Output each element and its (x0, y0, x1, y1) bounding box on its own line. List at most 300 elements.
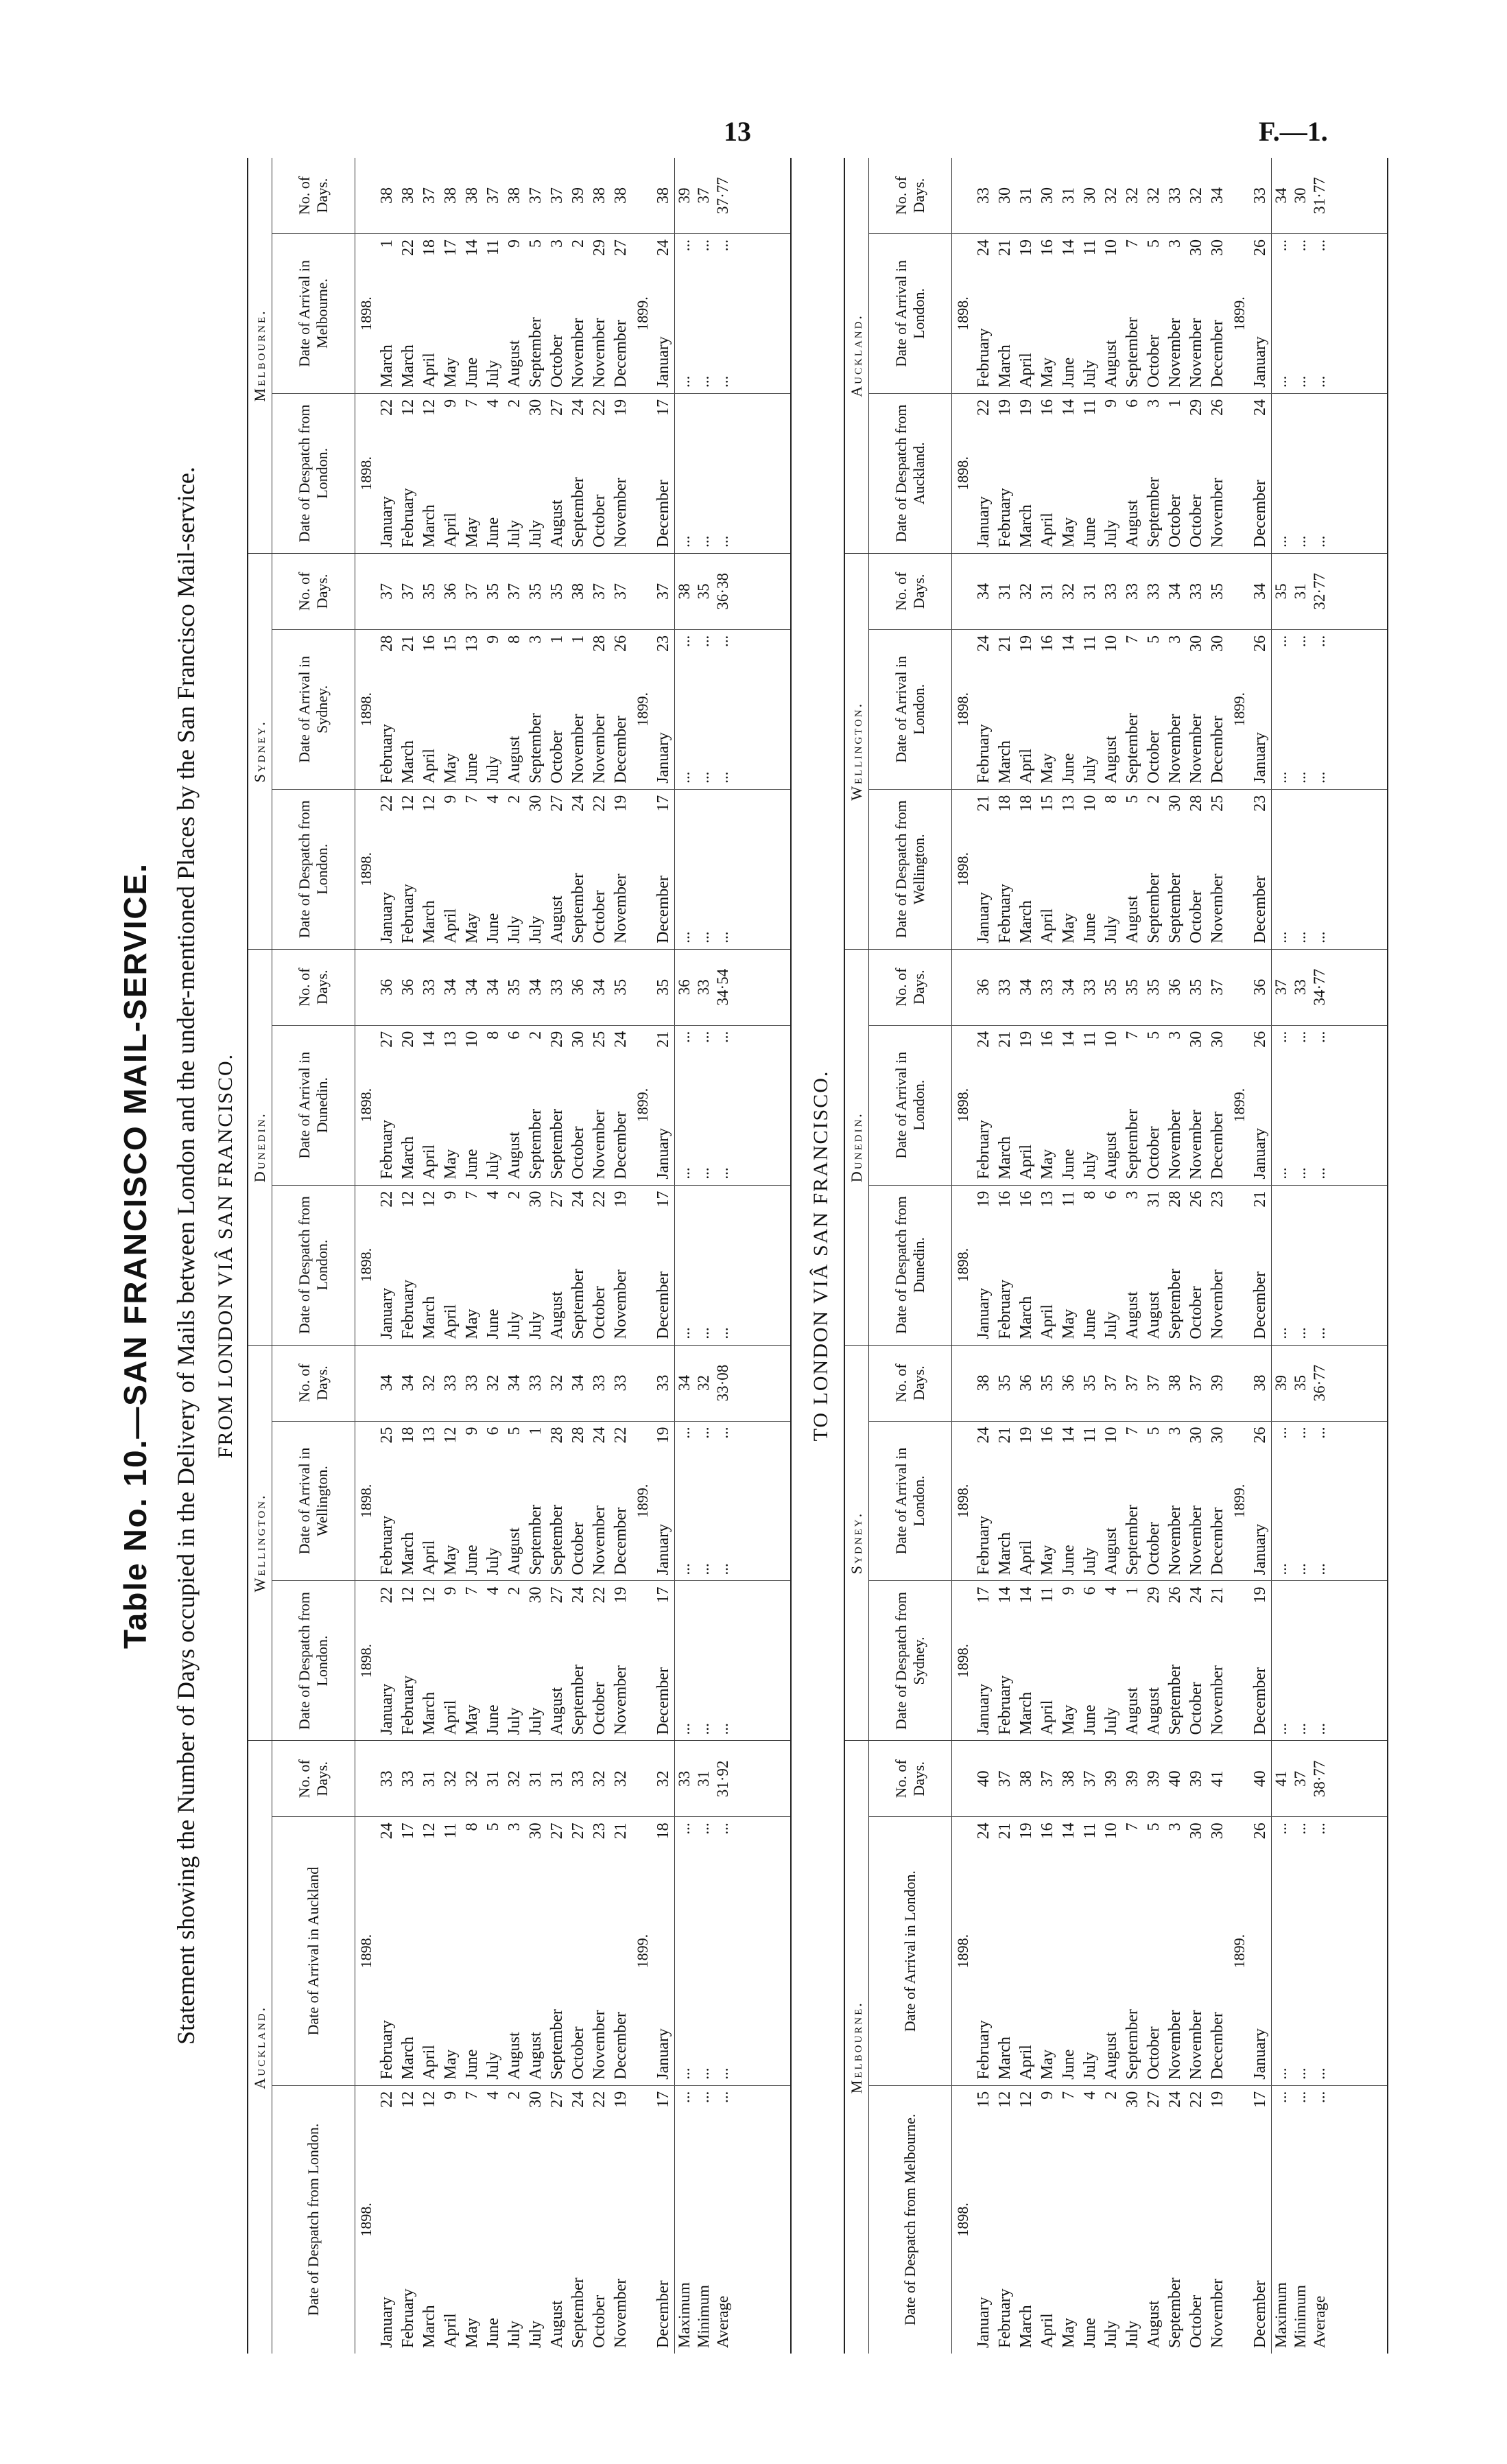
arrival-date-month: November (1187, 1110, 1205, 1180)
stat-dots: ... (1311, 1327, 1328, 1339)
arrival-date-month: January (1251, 1127, 1269, 1180)
stat-dots: ... (695, 239, 712, 252)
days-value: 32 (420, 1374, 438, 1392)
days-value: 37 (484, 187, 502, 204)
arrival-date-day: 14 (1060, 1031, 1078, 1048)
arrival-date-month: September (1124, 2009, 1141, 2080)
arrival-date-month: December (1209, 2012, 1226, 2080)
despatch-date (483, 2086, 504, 2354)
arrival-date-day: 28 (569, 1427, 587, 1444)
arrival-date (1207, 1026, 1229, 1185)
despatch-date (504, 1581, 525, 1740)
arrival-date-day: 30 (1209, 1031, 1226, 1048)
year-label: 1899. (1231, 1934, 1248, 1969)
days-value: 35 (548, 583, 566, 600)
despatch-date (462, 2086, 483, 2354)
arrival-date-day: 10 (1102, 1031, 1120, 1048)
arrival-date-day: 7 (1124, 239, 1141, 248)
arrival-date (973, 1026, 995, 1185)
stat-label-cell (713, 394, 733, 553)
region-melbourne (248, 158, 790, 553)
stat-label-cell (1291, 1186, 1310, 1345)
arrival-date (1186, 234, 1207, 393)
stat-label-cell (1310, 1581, 1329, 1740)
despatch-date (483, 1186, 504, 1345)
days-value: 33 (591, 1374, 608, 1392)
stat-dots-cell (713, 1817, 733, 2085)
despatch-date (525, 2086, 547, 2354)
despatch-date-day: 9 (442, 795, 460, 803)
stat-dots: ... (1292, 1822, 1309, 1835)
arrival-date (504, 630, 525, 789)
despatch-column (272, 2085, 790, 2354)
arrival-date (653, 630, 674, 789)
despatch-date (973, 2086, 995, 2354)
despatch-date-month: June (1081, 2318, 1099, 2348)
despatch-date (377, 790, 398, 949)
blank-cell (1229, 1741, 1250, 1816)
days-value: 33 (1102, 583, 1120, 600)
stat-dots: ... (695, 931, 712, 943)
despatch-date (1037, 1581, 1058, 1740)
days-value: 34 (378, 1374, 396, 1392)
despatch-date-month: May (463, 517, 481, 548)
despatch-date-day: 26 (1166, 1586, 1184, 1604)
arrival-date-day: 17 (442, 239, 460, 256)
year-label: 1898. (357, 1483, 375, 1518)
arrival-date-month: November (1166, 318, 1184, 388)
stat-dots: ... (1311, 1167, 1328, 1180)
arrival-date (1016, 234, 1037, 393)
despatch-date-day: 4 (484, 399, 502, 408)
stat-dots: ... (1292, 931, 1309, 943)
stat-value-cell (713, 554, 733, 629)
despatch-date-day: 2 (506, 1190, 523, 1199)
days-value: 31 (527, 1770, 545, 1787)
arrival-date-day: 10 (1102, 1822, 1120, 1840)
despatch-date-day: 16 (1017, 1190, 1035, 1208)
days-header: No. of Days. (272, 1346, 355, 1421)
despatch-date-day: 14 (996, 1586, 1014, 1604)
despatch-date-day: 12 (399, 1586, 417, 1604)
arrival-date-day: 3 (1166, 1822, 1184, 1831)
despatch-date-month: April (442, 2313, 460, 2348)
arrival-date (1101, 1026, 1122, 1185)
despatch-date-month: July (506, 915, 523, 943)
arrival-date-day: 21 (996, 1822, 1014, 1840)
arrival-date (1250, 1422, 1271, 1581)
stat-dots-cell (1291, 1422, 1310, 1581)
despatch-date-month: February (996, 1675, 1014, 1735)
arrival-date (1186, 1422, 1207, 1581)
despatch-date-month: February (399, 1279, 417, 1339)
arrival-date-day: 11 (1081, 635, 1099, 651)
despatch-date (398, 1581, 419, 1740)
arrival-date-month: August (506, 340, 523, 388)
despatch-date-day: 24 (569, 1586, 587, 1604)
despatch-date-month: April (442, 908, 460, 943)
blank-cell (355, 1346, 377, 1421)
year-label: 1898. (357, 1643, 375, 1678)
despatch-date-day: 30 (527, 399, 545, 416)
despatch-date-day: 22 (591, 2091, 608, 2108)
despatch-date (995, 394, 1016, 553)
stat-dots: ... (1292, 1427, 1309, 1439)
arrival-date (525, 630, 547, 789)
arrival-date-month: November (1166, 2010, 1184, 2080)
arrival-date-day: 30 (1187, 635, 1205, 652)
despatch-date (1016, 1581, 1037, 1740)
stat-value: 37 (1292, 1770, 1309, 1787)
despatch-date-month: April (1039, 1700, 1056, 1735)
days-value: 38 (1166, 1374, 1184, 1392)
despatch-date-month: October (1187, 494, 1205, 548)
arrival-date-month: August (1102, 736, 1120, 784)
stat-dots: ... (714, 535, 731, 548)
region-name: Wellington. (248, 1346, 272, 1741)
days-value: 37 (548, 187, 566, 204)
stat-dots: ... (1311, 1031, 1328, 1043)
despatch-date (398, 394, 419, 553)
arrival-date-day: 22 (612, 1427, 630, 1444)
arrival-date (483, 1026, 504, 1185)
despatch-date (1186, 790, 1207, 949)
despatch-date-day: 12 (399, 2091, 417, 2108)
arrival-date (1080, 234, 1101, 393)
despatch-date (1186, 394, 1207, 553)
arrival-header: Date of Arrival in Wellington. (272, 1422, 355, 1581)
arrival-date-day: 16 (1039, 1822, 1056, 1840)
arrival-date-day: 13 (463, 635, 481, 652)
arrival-date (1101, 1422, 1122, 1581)
despatch-date-month: May (1060, 517, 1078, 548)
arrival-header: Date of Arrival in Auckland (272, 1817, 355, 2085)
days-value: 32 (548, 1374, 566, 1392)
to-london-heading: TO LONDON VIÂ SAN FRANCISCO. (809, 1070, 832, 1442)
arrival-date-month: March (399, 2037, 417, 2080)
blank-cell (355, 1741, 377, 1816)
stat-dots: ... (1272, 375, 1290, 388)
arrival-date-day: 18 (420, 239, 438, 256)
stat-dots: ... (676, 1822, 693, 1835)
arrival-date-day: 11 (1081, 1822, 1099, 1839)
arrival-date-month: July (484, 1547, 502, 1575)
despatch-date-day: 30 (527, 1586, 545, 1604)
stat-value: 33·08 (714, 1364, 731, 1402)
days-value: 37 (506, 583, 523, 600)
arrival-date (483, 234, 504, 393)
arrival-date-day: 18 (399, 1427, 417, 1444)
despatch-date (1207, 394, 1229, 553)
stat-dots: ... (1292, 1563, 1309, 1575)
despatch-date-day: 12 (420, 2091, 438, 2108)
stat-dots: ... (1292, 1031, 1309, 1043)
despatch-date-month: October (1187, 2295, 1205, 2348)
arrival-date (1080, 1026, 1101, 1185)
stat-dots: ... (695, 1427, 712, 1439)
despatch-date-day: 11 (1060, 1190, 1078, 1207)
stat-value-cell (1310, 1346, 1329, 1421)
despatch-date-day: 22 (1187, 2091, 1205, 2108)
arrival-date (462, 1817, 483, 2085)
stat-dots: ... (695, 1563, 712, 1575)
arrival-date (653, 1817, 674, 2085)
stat-dots-cell (1271, 630, 1291, 789)
despatch-date (398, 1186, 419, 1345)
stat-label-cell (1271, 1186, 1291, 1345)
days-value: 34 (1166, 583, 1184, 600)
despatch-date (1058, 394, 1080, 553)
despatch-date-month: January (378, 2297, 396, 2348)
days-value: 38 (506, 187, 523, 204)
region-auckland (845, 158, 1387, 553)
despatch-date-month: June (484, 2318, 502, 2348)
stat-value: 33 (1292, 979, 1309, 996)
despatch-date-day: 21 (1251, 1190, 1269, 1208)
arrival-date (1165, 630, 1186, 789)
arrival-date (589, 630, 610, 789)
arrival-date-day: 24 (975, 239, 993, 256)
stat-label-cell (1310, 1186, 1329, 1345)
arrival-date-day: 26 (1251, 1031, 1269, 1048)
despatch-date-month: November (612, 2278, 630, 2348)
despatch-date-day: 19 (612, 795, 630, 812)
region-name: Sydney. (845, 1346, 869, 1741)
despatch-date-day: 30 (527, 795, 545, 812)
stat-dots: ... (695, 1822, 712, 1835)
arrival-date (610, 1422, 632, 1581)
arrival-date-month: December (1209, 716, 1226, 784)
despatch-column (869, 1185, 1387, 1345)
year-label: 1898. (954, 1247, 971, 1282)
arrival-date-month: September (527, 1108, 545, 1180)
stat-dots: ... (1311, 1723, 1328, 1735)
stat-dots: ... (714, 1723, 731, 1735)
arrival-date-month: May (1039, 753, 1056, 784)
stat-dots: ... (1272, 1822, 1290, 1835)
stat-value: 33 (676, 1770, 693, 1787)
despatch-date-month: February (996, 884, 1014, 943)
despatch-date (1165, 1186, 1186, 1345)
blank-cell (632, 1741, 653, 1816)
despatch-date-day: 19 (1209, 2091, 1226, 2108)
days-column (272, 1741, 790, 1816)
despatch-date-day: 24 (1251, 399, 1269, 416)
despatch-date-day: 4 (1102, 1586, 1120, 1595)
despatch-date-month: November (1209, 1269, 1226, 1339)
arrival-date-day: 28 (378, 635, 396, 652)
despatch-date (398, 790, 419, 949)
stat-dots: ... (1272, 1427, 1290, 1439)
despatch-date-day: 22 (591, 1586, 608, 1604)
arrival-date (440, 234, 462, 393)
arrival-date-month: December (1209, 320, 1226, 388)
arrival-date-day: 1 (548, 635, 566, 644)
despatch-date-day: 24 (1187, 1586, 1205, 1604)
stat-dots: ... (1311, 2091, 1328, 2103)
despatch-date-month: September (569, 477, 587, 548)
despatch-date-day: 19 (612, 1586, 630, 1604)
arrival-date-day: 11 (1081, 1031, 1099, 1047)
stat-dots: ... (676, 375, 693, 388)
despatch-date-day: 23 (1209, 1190, 1226, 1208)
despatch-header: Date of Despatch from Wellington. (869, 790, 952, 949)
arrival-date (568, 630, 589, 789)
stat-value-cell (1310, 554, 1329, 629)
days-value: 37 (378, 583, 396, 600)
days-value: 32 (506, 1770, 523, 1787)
despatch-date-month: May (463, 1704, 481, 1735)
arrival-date-day: 28 (548, 1427, 566, 1444)
despatch-date-day: 24 (569, 2091, 587, 2108)
arrival-column (869, 1421, 1387, 1581)
arrival-date-day: 3 (1166, 239, 1184, 248)
arrival-date (1122, 1026, 1143, 1185)
stat-dots: ... (676, 771, 693, 784)
arrival-date-month: December (612, 320, 630, 388)
days-value: 37 (1187, 1374, 1205, 1392)
despatch-date-day: 19 (1251, 1586, 1269, 1604)
stat-dots-cell (694, 1422, 713, 1581)
despatch-date (1143, 2086, 1165, 2354)
despatch-date-month: July (527, 2320, 545, 2348)
arrival-date-month: April (420, 353, 438, 388)
despatch-date (1250, 1186, 1271, 1345)
stat-dots: ... (676, 2091, 693, 2103)
blank-cell (1229, 554, 1250, 629)
region-name: Melbourne. (845, 1741, 869, 2354)
arrival-date-month: October (1145, 1126, 1163, 1180)
blank-cell (355, 554, 377, 629)
arrival-header: Date of Arrival in Melbourne. (272, 234, 355, 393)
stat-dots: ... (1272, 931, 1290, 943)
days-value: 30 (1081, 187, 1099, 204)
despatch-date (440, 394, 462, 553)
despatch-date-month: August (1124, 1291, 1141, 1339)
arrival-date-month: January (654, 336, 672, 388)
days-value: 37 (1124, 1374, 1141, 1392)
despatch-date (1016, 1186, 1037, 1345)
despatch-date-month: May (463, 2318, 481, 2348)
despatch-header: Date of Despatch from London. (272, 1186, 355, 1345)
despatch-date-day: 4 (484, 1190, 502, 1199)
region-auckland (248, 1740, 790, 2354)
days-value: 30 (996, 187, 1014, 204)
stat-dots: ... (1272, 1167, 1290, 1180)
arrival-date-month: October (548, 334, 566, 388)
despatch-date (1080, 1581, 1101, 1740)
despatch-date (1143, 1186, 1165, 1345)
despatch-date-day: 6 (1102, 1190, 1120, 1199)
arrival-date (398, 1026, 419, 1185)
arrival-date (440, 1026, 462, 1185)
arrival-date-month: December (612, 1112, 630, 1180)
arrival-date-day: 10 (1102, 1427, 1120, 1444)
arrival-date (525, 1026, 547, 1185)
despatch-date (568, 2086, 589, 2354)
despatch-date-day: 7 (1060, 2091, 1078, 2100)
stat-label-cell (694, 1581, 713, 1740)
arrival-date-month: August (506, 736, 523, 784)
despatch-date-day: 22 (591, 1190, 608, 1208)
arrival-date (568, 234, 589, 393)
days-value: 34 (442, 978, 460, 996)
despatch-date-day: 22 (591, 399, 608, 416)
despatch-date-month: September (1166, 2277, 1184, 2348)
arrival-date-day: 11 (1081, 1427, 1099, 1443)
stat-label-cell (674, 1186, 694, 1345)
despatch-date-day: 7 (463, 399, 481, 408)
despatch-date (547, 1581, 568, 1740)
stat-label-cell (1310, 790, 1329, 949)
arrival-date-month: December (612, 716, 630, 784)
arrival-date (377, 1026, 398, 1185)
despatch-date-day: 27 (548, 399, 566, 416)
stat-value: 31 (1292, 583, 1309, 600)
arrival-date-month: March (996, 740, 1014, 784)
arrival-date (995, 234, 1016, 393)
blank-cell (1229, 158, 1250, 233)
days-value: 39 (1187, 1770, 1205, 1787)
despatch-date (440, 2086, 462, 2354)
despatch-date-month: November (1209, 478, 1226, 548)
arrival-date-day: 17 (399, 1822, 417, 1840)
days-value: 40 (975, 1770, 993, 1787)
arrival-date-day: 20 (399, 1031, 417, 1048)
days-header: No. of Days. (869, 1741, 952, 1816)
despatch-date-day: 26 (1187, 1190, 1205, 1208)
despatch-date-month: January (975, 1683, 993, 1735)
stat-label-cell (1291, 2086, 1310, 2354)
stat-value: 38 (676, 583, 693, 600)
arrival-date-month: January (1251, 2028, 1269, 2080)
despatch-date (610, 1581, 632, 1740)
days-value: 38 (463, 187, 481, 204)
stat-value: 31 (695, 1770, 712, 1787)
despatch-date-month: December (1251, 480, 1269, 548)
blank-cell (632, 394, 653, 553)
days-value: 35 (1145, 978, 1163, 996)
despatch-date (568, 394, 589, 553)
despatch-date (1122, 2086, 1143, 2354)
despatch-date-month: February (996, 488, 1014, 548)
stat-value-cell (1291, 158, 1310, 233)
days-value: 31 (1039, 583, 1056, 600)
stat-dots: ... (695, 1031, 712, 1043)
stat-dots-cell (1310, 1422, 1329, 1581)
despatch-date-day: 16 (996, 1190, 1014, 1208)
despatch-date-day: 27 (548, 2091, 566, 2108)
despatch-date-month: October (1187, 1286, 1205, 1339)
despatch-date (1037, 1186, 1058, 1345)
despatch-date-month: October (591, 1682, 608, 1735)
days-header: No. of Days. (869, 950, 952, 1025)
despatch-date (377, 394, 398, 553)
despatch-column (869, 789, 1387, 949)
days-header: No. of Days. (272, 554, 355, 629)
days-value: 37 (1145, 1374, 1163, 1392)
arrival-date (1122, 1817, 1143, 2085)
despatch-date-day: 13 (1039, 1190, 1056, 1208)
arrival-date (1080, 630, 1101, 789)
arrival-date-month: January (654, 1523, 672, 1575)
despatch-date (589, 1186, 610, 1345)
stat-value-cell (694, 950, 713, 1025)
arrival-date (1207, 1817, 1229, 2085)
despatch-date-day: 13 (1060, 795, 1078, 812)
despatch-date-month: September (1166, 1664, 1184, 1735)
days-value: 33 (975, 187, 993, 204)
